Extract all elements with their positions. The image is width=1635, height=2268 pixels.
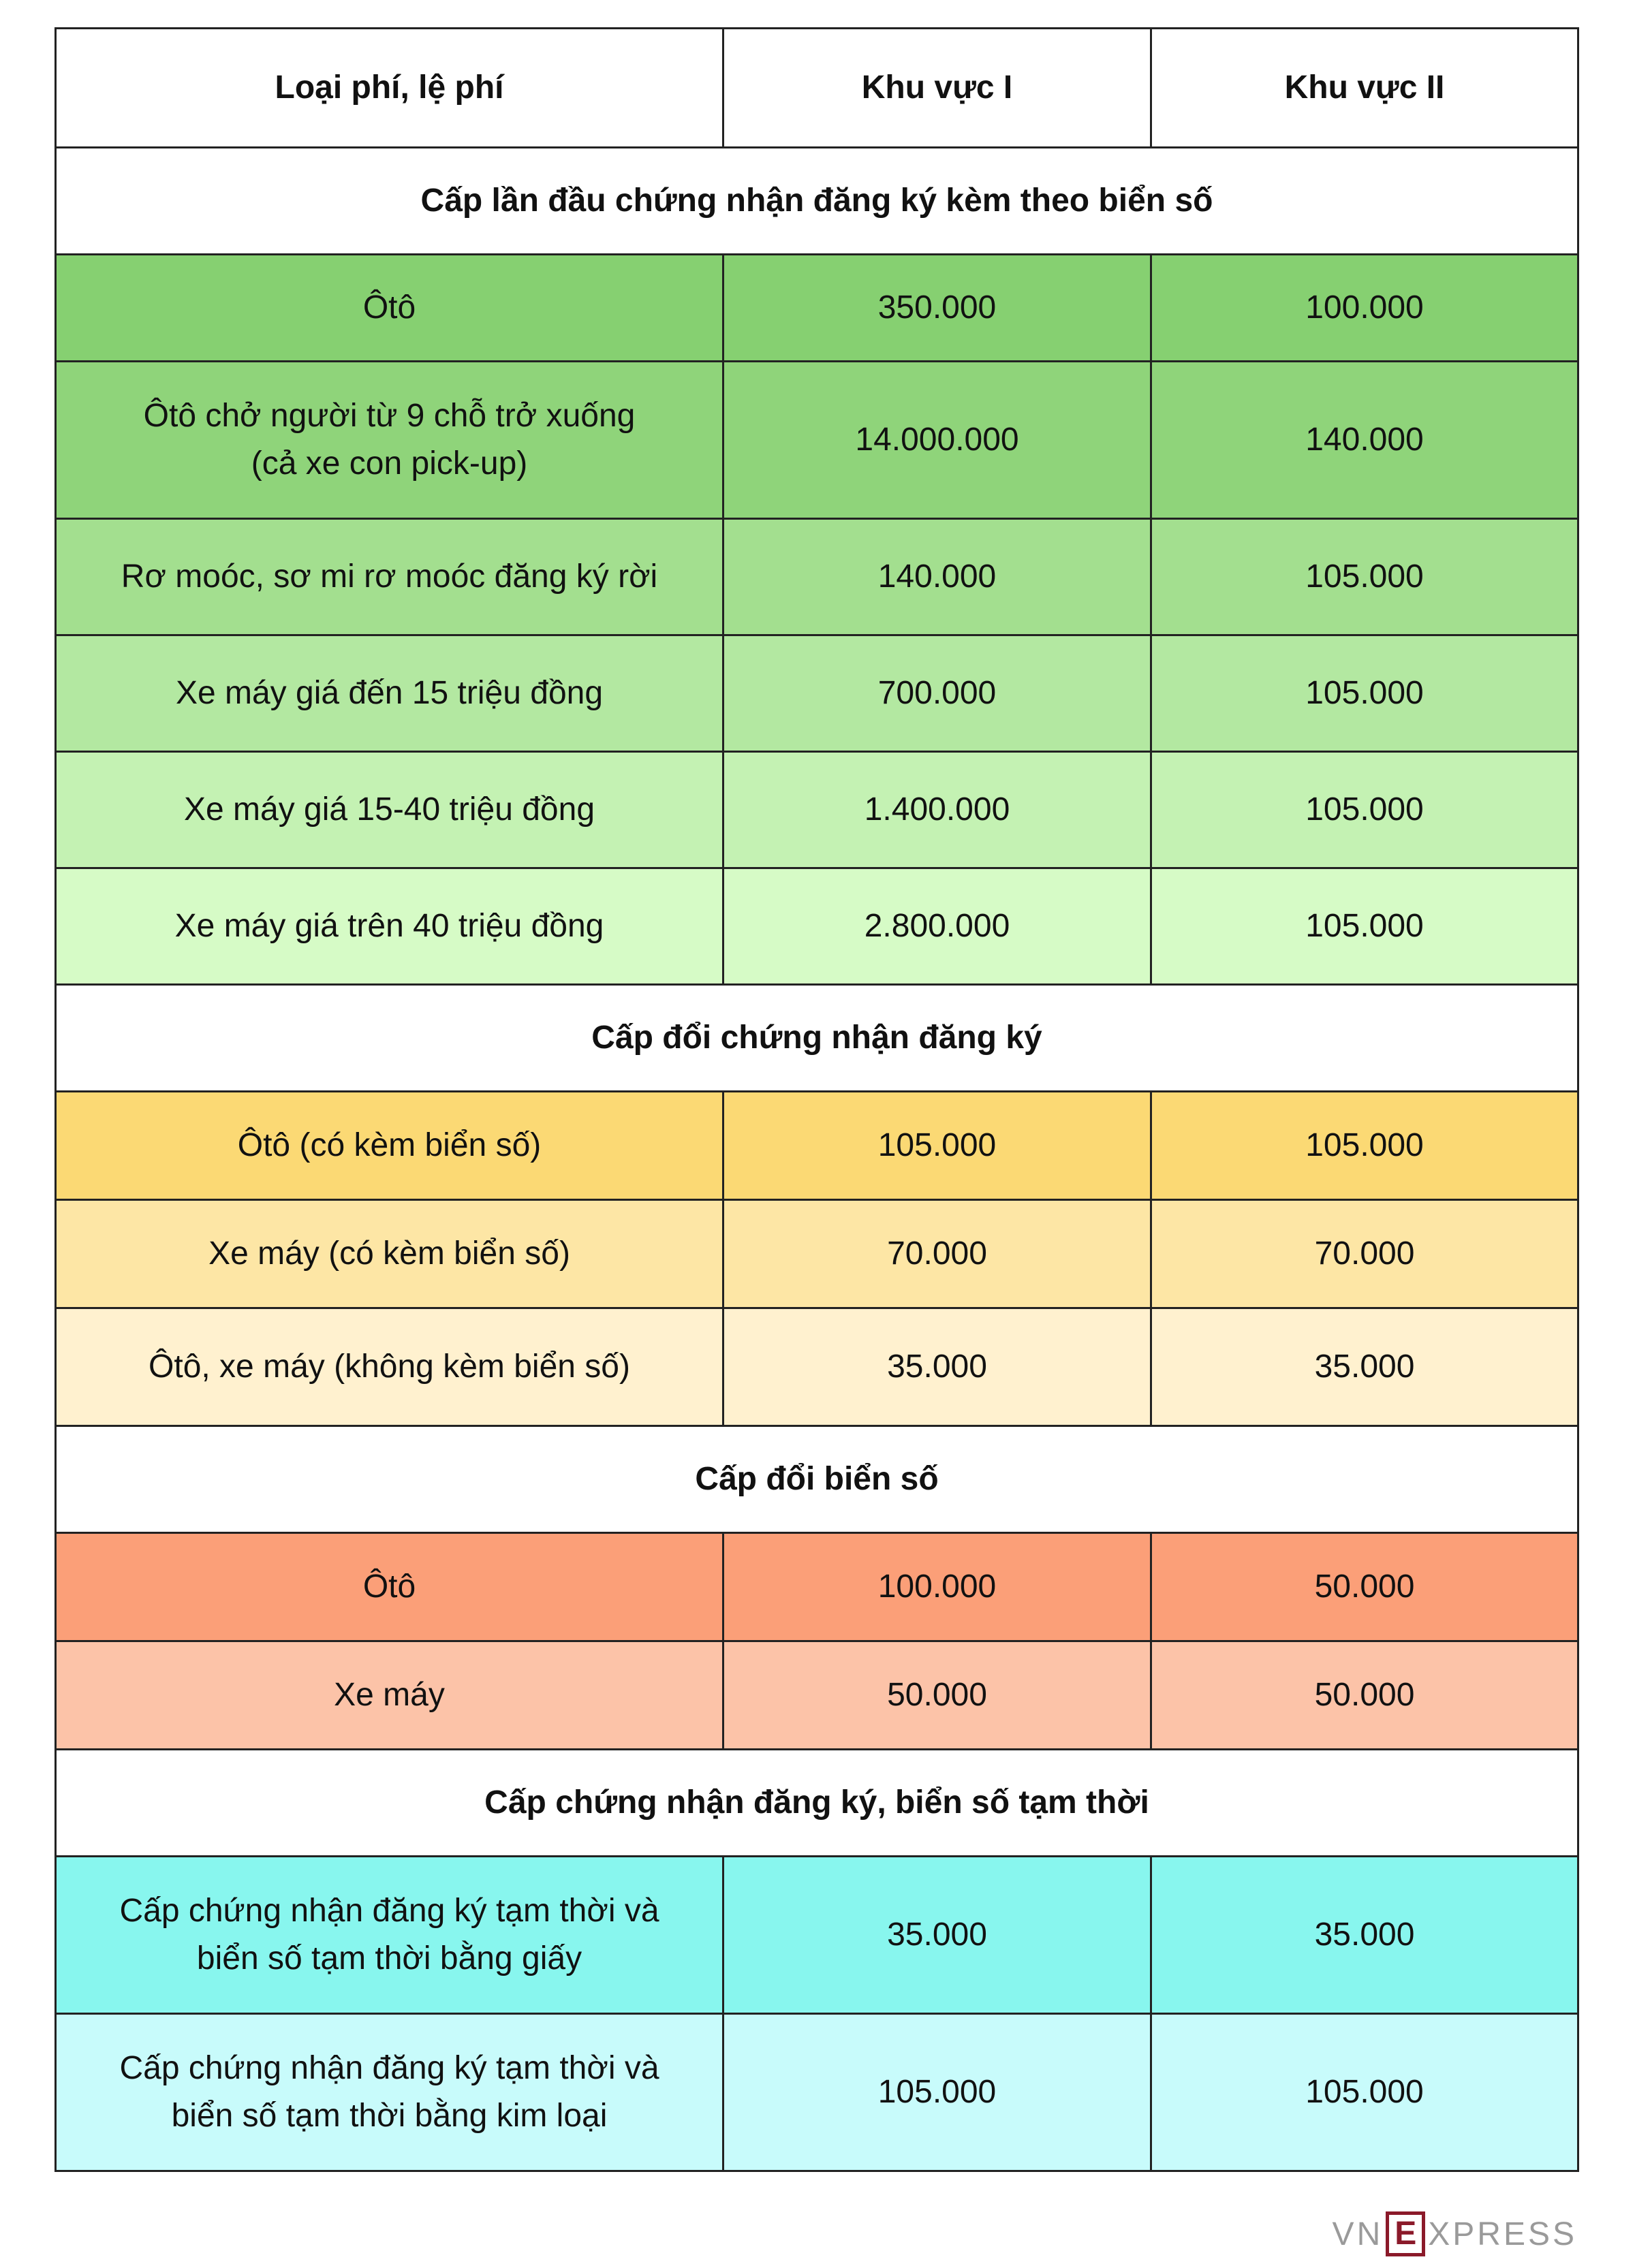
- region-2-fee: 140.000: [1151, 362, 1578, 519]
- table-row: [56, 1092, 1578, 1200]
- logo-right: XPRESS: [1428, 2216, 1577, 2252]
- fee-type-label-line: Xe máy: [334, 1677, 445, 1713]
- region-1-fee: 2.800.000: [723, 868, 1151, 985]
- table-body: [56, 148, 1578, 2171]
- fee-type-cell: [56, 1308, 723, 1426]
- fee-type-label-line: Rơ moóc, sơ mi rơ moóc đăng ký rời: [121, 558, 658, 595]
- region-2-fee: 105.000: [1151, 752, 1578, 868]
- fee-type-label-line: Ôtô: [362, 289, 416, 326]
- fee-type-label-line: Ôtô: [362, 1569, 416, 1605]
- fee-type-label-line: (cả xe con pick-up): [251, 445, 528, 482]
- fee-type-label-line: Cấp chứng nhận đăng ký tạm thời và: [119, 1893, 659, 1929]
- section-row: [56, 148, 1578, 255]
- fee-type-label-line: Ôtô (có kèm biển số): [237, 1127, 542, 1163]
- region-1-fee: 100.000: [723, 1533, 1151, 1641]
- table-row: [56, 1641, 1578, 1750]
- fee-type-label-line: Ôtô chở người từ 9 chỗ trở xuống: [143, 398, 636, 434]
- header-fee-type: Loại phí, lệ phí: [56, 29, 723, 148]
- fee-type-label-line: Cấp chứng nhận đăng ký tạm thời và: [119, 2050, 659, 2086]
- region-2-fee: 35.000: [1151, 1857, 1578, 2014]
- fee-type-cell: [56, 1533, 723, 1641]
- fee-type-cell: [56, 519, 723, 635]
- fee-type-cell: [56, 752, 723, 868]
- region-1-fee: 14.000.000: [723, 362, 1151, 519]
- fee-type-cell: [56, 1092, 723, 1200]
- table-row: [56, 1533, 1578, 1641]
- region-2-fee: 70.000: [1151, 1200, 1578, 1308]
- region-1-fee: 105.000: [723, 2014, 1151, 2171]
- logo-mark: E: [1386, 2211, 1425, 2256]
- section-title: Cấp đổi chứng nhận đăng ký: [56, 985, 1578, 1092]
- table-row: [56, 519, 1578, 635]
- fee-type-cell: [56, 362, 723, 519]
- region-1-fee: 140.000: [723, 519, 1151, 635]
- section-title: Cấp đổi biển số: [56, 1426, 1578, 1533]
- table-row: [56, 752, 1578, 868]
- region-1-fee: 700.000: [723, 635, 1151, 752]
- logo-left: VN: [1332, 2216, 1384, 2252]
- region-2-fee: 105.000: [1151, 519, 1578, 635]
- region-2-fee: 105.000: [1151, 868, 1578, 985]
- fee-type-label-line: Xe máy giá 15-40 triệu đồng: [183, 791, 595, 828]
- table-row: [56, 868, 1578, 985]
- section-row: [56, 1426, 1578, 1533]
- region-2-fee: 105.000: [1151, 2014, 1578, 2171]
- region-1-fee: 350.000: [723, 255, 1151, 362]
- table-row: [56, 255, 1578, 362]
- region-1-fee: 50.000: [723, 1641, 1151, 1750]
- fee-type-cell: [56, 1857, 723, 2014]
- table-row: [56, 1857, 1578, 2014]
- region-2-fee: 50.000: [1151, 1641, 1578, 1750]
- region-1-fee: 105.000: [723, 1092, 1151, 1200]
- table-row: [56, 2014, 1578, 2171]
- fee-type-cell: [56, 1641, 723, 1750]
- region-1-fee: 70.000: [723, 1200, 1151, 1308]
- region-2-fee: 35.000: [1151, 1308, 1578, 1426]
- table-row: [56, 1308, 1578, 1426]
- header-row: [56, 29, 1578, 148]
- fee-type-label-line: Xe máy giá trên 40 triệu đồng: [174, 908, 604, 944]
- region-2-fee: 105.000: [1151, 635, 1578, 752]
- region-1-fee: 35.000: [723, 1308, 1151, 1426]
- region-2-fee: 50.000: [1151, 1533, 1578, 1641]
- fee-table: [54, 27, 1579, 2172]
- fee-type-label-line: biển số tạm thời bằng giấy: [196, 1940, 582, 1976]
- section-title: Cấp lần đầu chứng nhận đăng ký kèm theo biển số: [56, 148, 1578, 255]
- header-region-2: Khu vực II: [1151, 29, 1578, 148]
- fee-type-label-line: Xe máy (có kèm biển số): [208, 1235, 570, 1272]
- fee-type-cell: [56, 868, 723, 985]
- fee-type-cell: [56, 255, 723, 362]
- section-row: [56, 985, 1578, 1092]
- region-2-fee: 105.000: [1151, 1092, 1578, 1200]
- fee-type-cell: [56, 1200, 723, 1308]
- table-row: [56, 635, 1578, 752]
- fee-type-label-line: Ôtô, xe máy (không kèm biển số): [149, 1349, 630, 1385]
- region-1-fee: 35.000: [723, 1857, 1151, 2014]
- region-1-fee: 1.400.000: [723, 752, 1151, 868]
- fee-type-label-line: Xe máy giá đến 15 triệu đồng: [175, 675, 604, 711]
- table-row: [56, 1200, 1578, 1308]
- vnexpress-logo: [1333, 2210, 1577, 2258]
- region-2-fee: 100.000: [1151, 255, 1578, 362]
- header-region-1: Khu vực I: [723, 29, 1151, 148]
- section-title: Cấp chứng nhận đăng ký, biển số tạm thời: [56, 1750, 1578, 1857]
- fee-type-cell: [56, 635, 723, 752]
- fee-type-label-line: biển số tạm thời bằng kim loại: [171, 2098, 608, 2134]
- section-row: [56, 1750, 1578, 1857]
- fee-type-cell: [56, 2014, 723, 2171]
- table-row: [56, 362, 1578, 519]
